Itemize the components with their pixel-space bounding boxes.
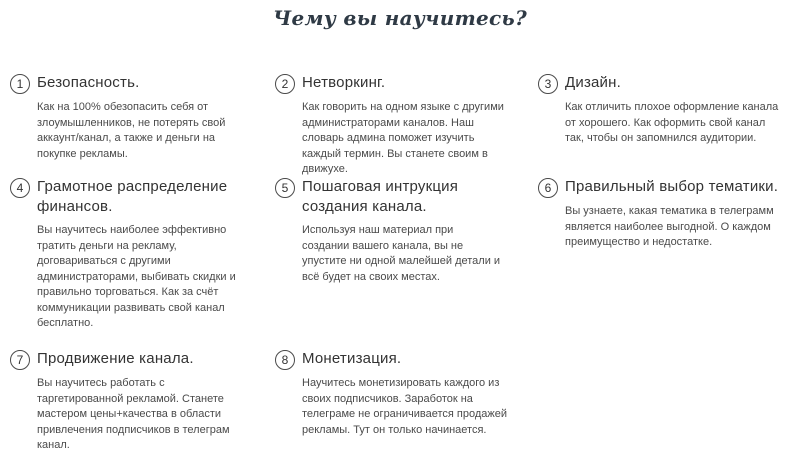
feature-title: Грамотное распределение финансов. — [37, 178, 228, 215]
number-circle-icon: 6 — [538, 178, 558, 198]
feature-description: Вы научитесь наиболее эффективно тратить деньги на рекламу, договариваться с другими администраторами, выбивать скидки и правильно торговаться. Как за счёт коммуникации развивать свой канал бесплатно. — [37, 224, 236, 329]
feature-title: Безопасность. — [37, 74, 140, 91]
feature-description: Как на 100% обезопасить себя от злоумышленников, не потерять свой аккаунт/канал, а также и деньги на покупке рекламы. — [37, 101, 226, 160]
feature-item-finances — [10, 177, 255, 332]
feature-description: Вы научитесь работать с таргетированной рекламой. Станете мастером цены+качества в области привлечения подписчиков в телеграм канал. — [37, 377, 230, 450]
feature-item-security — [10, 73, 255, 162]
feature-item-design — [538, 73, 783, 147]
number-circle-icon: 5 — [275, 178, 295, 198]
feature-item-topic — [538, 177, 800, 251]
feature-title: Правильный выбор тематики. — [565, 178, 779, 195]
feature-header — [275, 73, 520, 94]
page-title: Чему вы научитесь? — [272, 6, 528, 30]
feature-title: Нетворкинг. — [302, 74, 386, 91]
number-circle-icon: 4 — [10, 178, 30, 198]
feature-header — [538, 73, 783, 94]
feature-description: Как отличить плохое оформление канала от хорошего. Как оформить свой канал так, чтобы он запомнился аудитории. — [565, 101, 779, 144]
feature-title: Монетизация. — [302, 350, 402, 367]
number-circle-icon: 8 — [275, 350, 295, 370]
feature-header — [10, 349, 255, 370]
feature-title: Дизайн. — [565, 74, 621, 91]
feature-header — [538, 177, 800, 198]
feature-title: Пошаговая интрукция создания канала. — [302, 178, 459, 215]
feature-description: Научитесь монетизировать каждого из своих подписчиков. Заработок на телеграме не ограничивается продажей рекламы. Тут он только начинается. — [302, 377, 508, 436]
feature-item-promotion — [10, 349, 255, 450]
feature-description: Как говорить на одном языке с другими администраторами каналов. Наш словарь админа поможет изучить каждый термин. Вы станете своим в движухе. — [302, 101, 504, 175]
number-circle-icon: 7 — [10, 350, 30, 370]
number-circle-icon: 1 — [10, 74, 30, 94]
feature-header — [275, 349, 520, 370]
feature-description: Используя наш материал при создании вашего канала, вы не упустите ни одной малейшей детали и всё будет на своих местах. — [302, 224, 501, 283]
feature-description: Вы узнаете, какая тематика в телеграмм является наиболее выгодной. О каждом преимущество и недостатке. — [565, 205, 774, 248]
feature-title: Продвижение канала. — [37, 350, 194, 367]
feature-item-networking — [275, 73, 520, 178]
feature-header — [10, 73, 255, 94]
feature-item-monetization — [275, 349, 520, 438]
feature-header — [275, 177, 520, 217]
number-circle-icon: 2 — [275, 74, 295, 94]
feature-header — [10, 177, 255, 217]
feature-item-instruction — [275, 177, 520, 285]
number-circle-icon: 3 — [538, 74, 558, 94]
